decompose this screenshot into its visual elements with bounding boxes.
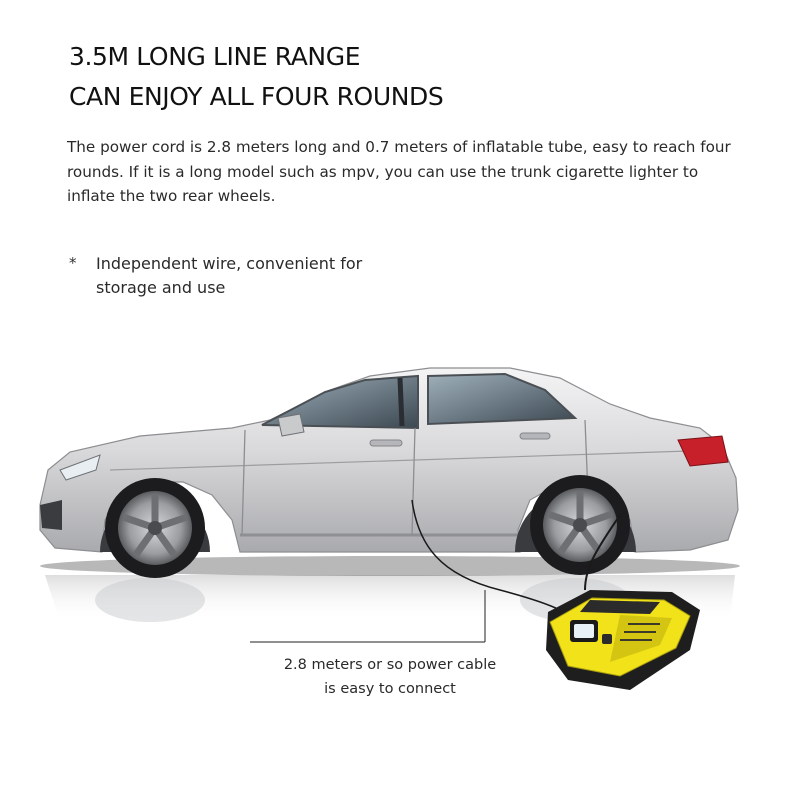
front-wheel	[105, 478, 205, 578]
heading-line-2: CAN ENJOY ALL FOUR ROUNDS	[69, 82, 444, 111]
air-compressor-image	[546, 590, 700, 690]
callout-caption	[270, 653, 510, 701]
rear-wheel	[530, 475, 630, 575]
callout-line-2: is easy to connect	[324, 681, 456, 697]
car-image	[40, 368, 740, 578]
bullet-asterisk: *	[69, 254, 77, 272]
feature-text: Independent wire, convenient for storage and use	[96, 254, 363, 297]
heading-line-1: 3.5M LONG LINE RANGE	[69, 42, 361, 71]
callout-line-1: 2.8 meters or so power cable	[283, 657, 497, 673]
description-paragraph: The power cord is 2.8 meters long and 0.7 meters of inflatable tube, easy to reach four rounds. If it is a long model such as mpv, you can use the trunk cigarette lighter to inflate the two rear wheels.	[67, 138, 731, 205]
